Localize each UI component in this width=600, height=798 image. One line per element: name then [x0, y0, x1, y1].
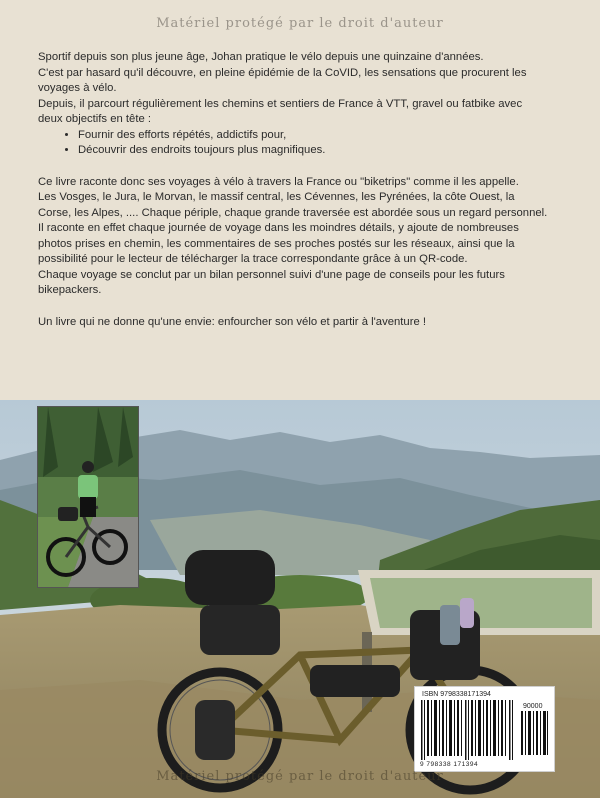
isbn-label: ISBN 9798338171394: [422, 691, 491, 698]
blurb-text: [38, 50, 548, 330]
blurb-paragraph: Ce livre raconte donc ses voyages à vélo à travers la France ou "biketrips" comme il les appelle.: [38, 175, 519, 188]
copyright-watermark-bottom: Matériel protégé par le droit d'auteur: [156, 769, 444, 784]
price-barcode-bars: [521, 711, 549, 755]
objectives-list: [38, 128, 548, 159]
blurb-paragraph: Chaque voyage se conclut par un bilan personnel suivi d'une page de conseils pour les futurs bikepackers.: [38, 268, 505, 296]
blurb-paragraph: Il raconte en effet chaque journée de voyage dans les moindres détails, y ajoute de nombreuses photos prises en chemin, les commentaires de ses proches postés sur les réseaux, ainsi que la possibilité pour le lecteur de télécharger la trace correspondante grâce à un QR-code.: [38, 222, 519, 265]
price-code: 90000: [523, 703, 543, 710]
barcode-bars: [421, 700, 517, 760]
isbn-barcode: [414, 686, 555, 772]
objective-item: • Découvrir des endroits toujours plus magnifiques.: [78, 143, 548, 159]
blurb-paragraph: Les Vosges, le Jura, le Morvan, le massif central, les Cévennes, les Pyrénées, la côte Ouest, la Corse, les Alpes, .... Chaque périple, chaque grande traversée est abordée sous un regard personnel.: [38, 191, 548, 219]
copyright-watermark-top: Matériel protégé par le droit d'auteur: [156, 16, 444, 31]
barcode-digits: 9 798338 171394: [420, 761, 479, 768]
objective-item: • Fournir des efforts répétés, addictifs pour,: [78, 128, 548, 144]
blurb-paragraph: Depuis, il parcourt régulièrement les chemins et sentiers de France à VTT, gravel ou fatbike avec deux objectifs en tête :: [38, 97, 523, 125]
blurb-paragraph: Sportif depuis son plus jeune âge, Johan pratique le vélo depuis une quinzaine d'années.: [38, 51, 484, 63]
blurb-tagline: Un livre qui ne donne qu'une envie: enfourcher son vélo et partir à l'aventure !: [38, 315, 427, 328]
blurb-paragraph: C'est par hasard qu'il découvre, en pleine épidémie de la CoVID, les sensations que procurent les voyages à vélo.: [38, 66, 527, 94]
cyclist-inset-photo: [37, 406, 139, 588]
